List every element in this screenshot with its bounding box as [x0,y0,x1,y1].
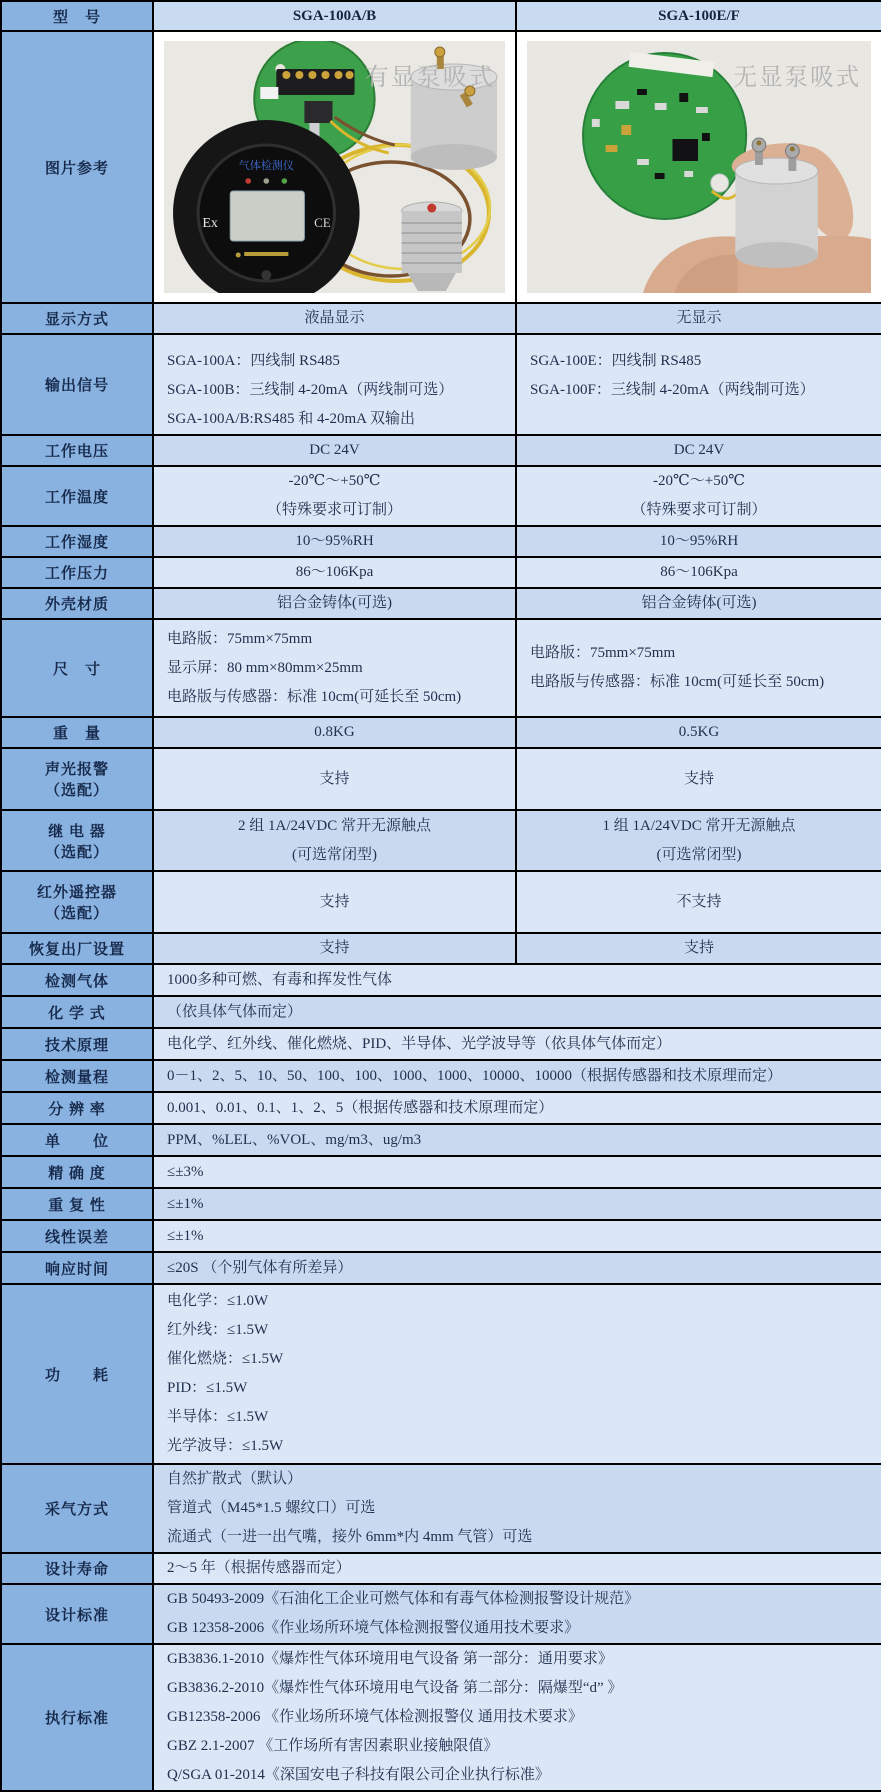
row-label-line: 恢复出厂设置 [28,942,125,958]
spec-value-line: 0.8KG [314,724,355,740]
row-label-line: 设计标准 [44,1607,109,1624]
photo-row [1,31,881,303]
row-label-line: 分 辨 率 [48,1101,106,1118]
spec-value-line: 自然扩散式（默认） [167,1471,303,1487]
row-label [1,526,153,557]
spec-value-model-b [516,717,881,748]
spec-value-line: DC 24V [309,442,360,458]
spec-value-line: GB 12358-2006《作业场所环境气体检测报警仪通用技术要求》 [167,1620,580,1636]
spec-value-model-a [153,588,516,619]
row-label-line: 化 学 式 [48,1005,106,1022]
spec-value-line: 电路版：75mm×75mm [167,630,313,647]
product-photo-b-illustration [527,41,871,293]
spec-value-model-b [516,334,881,435]
spec-value-model-a [153,334,516,435]
row-label [1,933,153,964]
row-label-line: 重 量 [52,726,101,742]
spec-row [1,619,881,717]
row-label [1,619,153,717]
spec-value-line: 支持 [683,770,714,787]
spec-value-line: 显示屏：80 mm×80mm×25mm [167,659,363,676]
spec-value-line: 流通式（一进一出气嘴，接外 6mm*内 4mm 气管）可选 [167,1529,533,1545]
spec-value-line: 电路版与传感器：标准 10cm(可延长至 50cm) [530,674,825,690]
row-label-line: 工作温度 [44,489,109,506]
row-label-line: 继 电 器 [48,823,106,840]
spec-row [1,1553,881,1584]
spec-value-model-a [153,717,516,748]
spec-value-line: PPM、%LEL、%VOL、mg/m3、ug/m3 [167,1131,422,1148]
spec-value-model-b [516,619,881,717]
row-label-line: 采气方式 [44,1502,109,1518]
ce-mark: CE [314,215,331,230]
spec-value-line: SGA-100A/B:RS485 和 4-20mA 双输出 [167,411,415,427]
spec-value-line: 支持 [683,940,714,956]
row-label [1,1092,153,1124]
model-a-header: SGA-100A/B [153,1,516,31]
row-label [1,557,153,588]
spec-value-model-a [153,466,516,526]
watermark-text-a: 有显泵吸式 [364,65,495,91]
spec-value-line: (可选常闭型) [656,846,742,863]
spec-value-line: SGA-100F：三线制 4-20mA（两线制可选） [530,382,815,398]
spec-value-span [153,1060,881,1092]
spec-value-line: ≤20S （个别气体有所差异） [167,1259,353,1276]
spec-row [1,303,881,334]
spec-value-line: SGA-100A：四线制 RS485 [167,353,340,369]
spec-row [1,1252,881,1284]
row-label-line: 重 复 性 [48,1197,106,1214]
row-label-line: （选配） [44,906,109,922]
spec-row [1,1584,881,1644]
spec-value-model-a [153,748,516,810]
spec-row [1,1060,881,1092]
spec-value-line: 支持 [319,940,350,956]
spec-value-model-b [516,466,881,526]
row-label-line: 检测气体 [44,973,109,990]
spec-value-line: 不支持 [676,893,722,910]
row-label [1,1284,153,1464]
spec-value-line: （依具体气体而定） [167,1003,303,1020]
row-label [1,964,153,996]
spec-value-span [153,1553,881,1584]
row-label [1,435,153,466]
pcb-board-b [583,52,746,219]
spec-value-span [153,1188,881,1220]
spec-value-span [153,1252,881,1284]
spec-value-line: 红外线：≤1.5W [167,1322,269,1338]
model-b-header: SGA-100E/F [516,1,881,31]
spec-value-line: 1000多种可燃、有毒和挥发性气体 [167,971,393,988]
spec-row [1,748,881,810]
spec-value-model-a [153,871,516,933]
row-label-line: 功 耗 [44,1367,109,1384]
spec-value-line: 0.5KG [678,724,720,740]
spec-value-span [153,1124,881,1156]
spec-value-line: 半导体：≤1.5W [167,1409,269,1425]
row-label-line: 检测量程 [44,1069,109,1086]
spec-value-line: 铝合金铸体(可选) [641,595,757,611]
spec-value-span [153,1220,881,1252]
product-photo-sga100ef [527,41,871,293]
spec-value-line: 0－1、2、5、10、50、100、100、1000、1000、10000、10000（根据传感器和技术原理而定） [167,1067,783,1084]
spec-row [1,466,881,526]
spec-value-model-a [153,933,516,964]
spec-value-line: -20℃～+50℃ [652,473,745,489]
row-label-line: 尺 寸 [52,661,101,678]
spec-value-line: Q/SGA 01-2014《深国安电子科技有限公司企业执行标准》 [167,1767,550,1783]
spec-value-line: 电路版与传感器：标准 10cm(可延长至 50cm) [167,688,462,705]
spec-row [1,1156,881,1188]
spec-value-model-a [153,810,516,871]
spec-value-model-a [153,619,516,717]
spec-value-model-b [516,435,881,466]
spec-row [1,557,881,588]
spec-value-line: PID：≤1.5W [167,1380,248,1396]
spec-value-model-a [153,303,516,334]
spec-value-model-a [153,526,516,557]
spec-value-span [153,1584,881,1644]
row-label-line: 工作湿度 [44,535,109,551]
spec-value-line: 0.001、0.01、0.1、1、2、5（根据传感器和技术原理而定） [167,1099,554,1116]
ex-mark: Ex [202,216,218,231]
row-label [1,1188,153,1220]
spec-row [1,334,881,435]
spec-value-span [153,964,881,996]
spec-value-model-b [516,303,881,334]
row-label-line: 设计寿命 [44,1562,109,1578]
spec-value-line: （特殊要求可订制） [266,502,402,518]
photo-cell-a [153,31,516,303]
row-label-line: 响应时间 [44,1261,109,1278]
spec-row [1,1284,881,1464]
spec-value-line: 液晶显示 [304,310,365,326]
spec-value-line: GBZ 2.1-2007 《工作场所有害因素职业接触限值》 [167,1738,499,1754]
row-label-line: 技术原理 [44,1037,109,1054]
row-label-line: 红外遥控器 [36,885,117,901]
row-label [1,1156,153,1188]
spec-value-model-b [516,810,881,871]
spec-value-span [153,996,881,1028]
spec-value-model-b [516,526,881,557]
spec-value-span [153,1092,881,1124]
spec-value-line: （特殊要求可订制） [631,502,767,518]
spec-value-span [153,1464,881,1553]
spec-row [1,526,881,557]
spec-value-line: 支持 [319,770,350,787]
product-photo-sga100ab [164,41,505,293]
row-label [1,1644,153,1791]
row-label-line: （选配） [44,783,109,799]
row-label [1,303,153,334]
spec-row [1,435,881,466]
spec-value-line: GB3836.2-2010《爆炸性气体环境用电气设备 第二部分：隔爆型“d” 》 [167,1680,623,1696]
spec-row [1,1124,881,1156]
row-label [1,588,153,619]
spec-row [1,1188,881,1220]
row-label-line: 工作电压 [44,444,109,460]
spec-value-model-b [516,933,881,964]
spec-value-line: 光学波导：≤1.5W [167,1438,284,1454]
spec-value-line: 电化学、红外线、催化燃烧、PID、半导体、光学波导等（依具体气体而定） [167,1035,672,1052]
spec-table-body [1,31,881,1791]
spec-row [1,588,881,619]
spec-row [1,1220,881,1252]
watermark-text-b: 无显泵吸式 [733,64,862,92]
product-photo-a-illustration [164,41,505,293]
spec-value-line: GB12358-2006 《作业场所环境气体检测报警仪 通用技术要求》 [167,1709,583,1725]
row-label-line: 精 确 度 [48,1165,106,1182]
row-label [1,1464,153,1553]
spec-value-line: 86～106Kpa [295,564,374,580]
spec-value-line: 无显示 [676,310,722,326]
spec-value-model-b [516,588,881,619]
row-label [1,1220,153,1252]
model-header-label: 型 号 [1,1,153,31]
spec-row [1,933,881,964]
row-label-line: 线性误差 [44,1229,109,1246]
spec-value-span [153,1028,881,1060]
detector-brand-text: 气体检测仪 [238,160,294,172]
row-label-line: 声光报警 [44,762,109,778]
spec-row [1,1028,881,1060]
row-label [1,1252,153,1284]
row-label-line: 外壳材质 [44,597,109,613]
spec-value-span [153,1284,881,1464]
spec-value-line: ≤±3% [167,1163,204,1180]
spec-row [1,996,881,1028]
spec-value-line: 电化学：≤1.0W [167,1293,269,1309]
row-label-line: 单 位 [44,1133,109,1150]
photo-cell-b [516,31,881,303]
row-label [1,810,153,871]
row-label [1,717,153,748]
spec-row [1,964,881,996]
spec-row [1,1644,881,1791]
row-label [1,466,153,526]
spec-value-line: ≤±1% [167,1195,204,1212]
spec-value-line: 催化燃烧：≤1.5W [167,1351,284,1367]
spec-value-line: 支持 [319,893,350,910]
row-label [1,1553,153,1584]
photo-row-label: 图片参考 [1,31,153,303]
spec-value-line: GB3836.1-2010《爆炸性气体环境用电气设备 第一部分：通用要求》 [167,1651,613,1667]
spec-value-line: 2～5 年（根据传感器而定） [167,1560,351,1576]
spec-value-model-a [153,557,516,588]
row-label [1,871,153,933]
spec-value-model-a [153,435,516,466]
spec-row [1,871,881,933]
spec-value-model-b [516,871,881,933]
spec-value-line: 铝合金铸体(可选) [277,595,392,611]
spec-value-line: SGA-100E：四线制 RS485 [530,353,702,369]
row-label-line: （选配） [44,844,109,861]
spec-value-line: 管道式（M45*1.5 螺纹口）可选 [167,1500,376,1516]
row-label [1,1124,153,1156]
row-label [1,334,153,435]
row-label [1,748,153,810]
row-label-line: 显示方式 [44,312,109,328]
header-row [1,1,881,31]
row-label [1,1028,153,1060]
spec-value-line: DC 24V [673,442,725,458]
spec-value-line: SGA-100B：三线制 4-20mA（两线制可选） [167,382,454,398]
spec-value-line: GB 50493-2009《石油化工企业可燃气体和有毒气体检测报警设计规范》 [167,1591,640,1607]
spec-value-model-b [516,748,881,810]
spec-value-line: 86～106Kpa [660,564,738,580]
spec-value-line: 电路版：75mm×75mm [530,645,676,661]
spec-row [1,810,881,871]
spec-value-line: ≤±1% [167,1227,204,1244]
row-label [1,1060,153,1092]
row-label-line: 输出信号 [44,378,109,394]
spec-value-model-b [516,557,881,588]
spec-value-line: 10～95%RH [659,533,739,549]
spec-value-line: -20℃～+50℃ [288,473,381,489]
spec-value-span [153,1644,881,1791]
spec-value-line: (可选常闭型) [292,846,377,863]
spec-row [1,717,881,748]
row-label [1,1584,153,1644]
spec-value-line: 2 组 1A/24VDC 常开无源触点 [238,817,431,834]
spec-value-line: 1 组 1A/24VDC 常开无源触点 [602,817,796,834]
spec-value-line: 10～95%RH [295,533,374,549]
row-label [1,996,153,1028]
ribbed-sensor [402,202,462,291]
row-label-line: 工作压力 [44,566,109,582]
row-label-line: 执行标准 [44,1711,109,1727]
spec-row [1,1092,881,1124]
spec-value-span [153,1156,881,1188]
spec-row [1,1464,881,1553]
